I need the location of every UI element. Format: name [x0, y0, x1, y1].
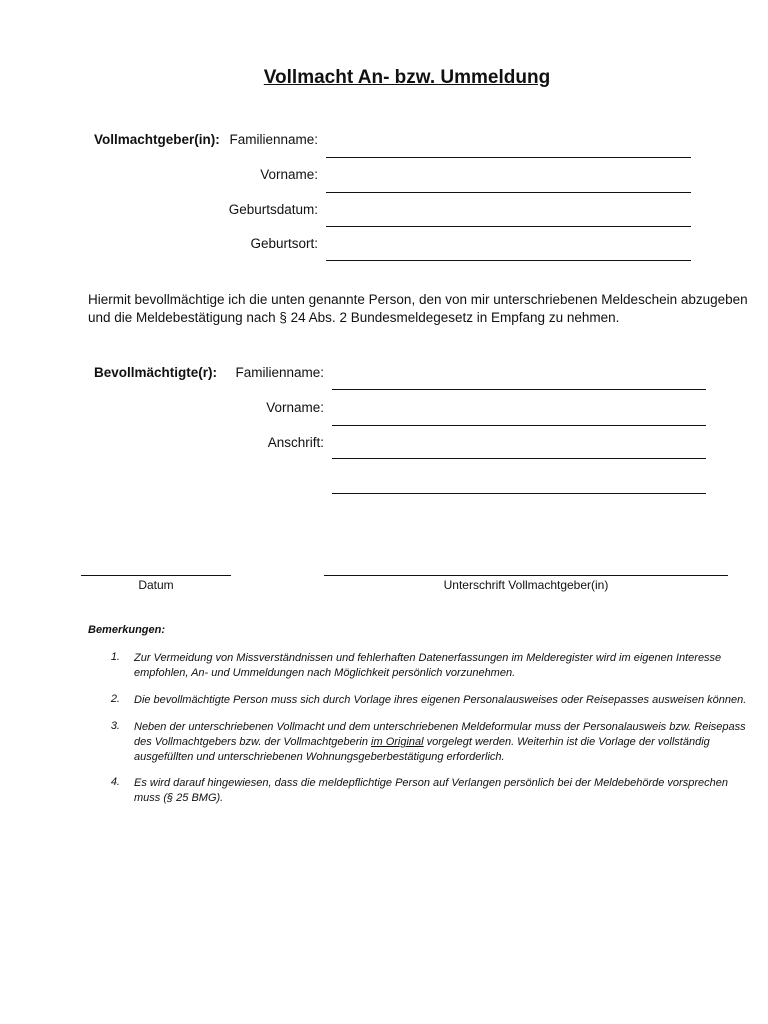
remark-1-line-1: Zur Vermeidung von Missverständnissen und fehlerhaften Datenerfassungen im Melderegister wird im eigenen Interesse	[134, 652, 722, 664]
remark-3-line-3: ausgefüllten und unterschriebenen Wohnungsgeberbestätigung erforderlich.	[134, 751, 505, 763]
grantor-signature-label: Unterschrift Vollmachtgeber(in)	[443, 578, 609, 592]
grantor-section-label: Vollmachtgeber(in):	[94, 132, 220, 147]
attorney-surname-field[interactable]	[332, 389, 706, 390]
remark-number: 4.	[110, 776, 120, 788]
remark-3-line-2-before: des Vollmachtgebers bzw. der Vollmachtgeberin	[134, 736, 372, 748]
attorney-address-field-1[interactable]	[332, 458, 706, 459]
grantor-birthdate-label: Geburtsdatum:	[228, 202, 318, 217]
grantor-firstname-label: Vorname:	[260, 167, 318, 182]
remark-4-line-2: muss (§ 25 BMG).	[134, 792, 224, 804]
attorney-address-label: Anschrift:	[267, 435, 324, 450]
attorney-firstname-label: Vorname:	[266, 400, 324, 415]
authorization-paragraph	[88, 291, 758, 327]
grantor-surname-field[interactable]	[326, 157, 691, 158]
grantor-firstname-field[interactable]	[326, 192, 691, 193]
attorney-surname-label: Familienname:	[235, 365, 324, 380]
remark-1-line-2: empfohlen, An- und Ummeldungen nach Möglichkeit persönlich vorzunehmen.	[134, 667, 516, 679]
authorization-line-1: Hiermit bevollmächtige ich die unten genannte Person, den von mir unterschriebenen Meldeschein abzugeben	[88, 292, 748, 307]
remark-item-4	[134, 776, 764, 806]
remark-item-2	[134, 693, 764, 708]
grantor-surname-label: Familienname:	[229, 132, 318, 147]
remark-3-line-2	[134, 735, 764, 750]
remark-3-underlined-text: im Original	[371, 736, 424, 748]
authorization-line-2: und die Meldebestätigung nach § 24 Abs. 2 Bundesmeldegesetz in Empfang zu nehmen.	[88, 310, 620, 325]
remark-3-line-1: Neben der unterschriebenen Vollmacht und dem unterschriebenen Meldeformular muss der Personalausweis bzw. Reisepass	[134, 721, 746, 733]
attorney-address-field-2[interactable]	[332, 493, 706, 494]
document-title: Vollmacht An- bzw. Ummeldung	[263, 67, 551, 88]
attorney-firstname-field[interactable]	[332, 425, 706, 426]
date-signature-line[interactable]	[81, 575, 231, 576]
remark-4-line-1: Es wird darauf hingewiesen, dass die meldepflichtige Person auf Verlangen persönlich bei der Meldebehörde vorsprechen	[134, 777, 728, 789]
grantor-birthdate-field[interactable]	[326, 226, 691, 227]
remark-2-line-1: Die bevollmächtigte Person muss sich durch Vorlage ihres eigenen Personalausweises oder Reisepasses ausweisen können.	[134, 694, 747, 706]
remark-number: 1.	[110, 651, 120, 663]
remark-item-1	[134, 651, 764, 681]
grantor-birthplace-field[interactable]	[326, 260, 691, 261]
remark-item-3	[134, 720, 764, 765]
remark-3-line-2-after: vorgelegt werden. Weiterhin ist die Vorlage der vollständig	[423, 736, 710, 748]
grantor-signature-line[interactable]	[324, 575, 728, 576]
remark-number: 3.	[110, 720, 120, 732]
grantor-birthplace-label: Geburtsort:	[250, 236, 318, 251]
date-label: Datum	[138, 578, 174, 592]
remark-number: 2.	[110, 693, 120, 705]
attorney-section-label: Bevollmächtigte(r):	[94, 365, 218, 380]
remarks-title: Bemerkungen:	[88, 624, 166, 636]
